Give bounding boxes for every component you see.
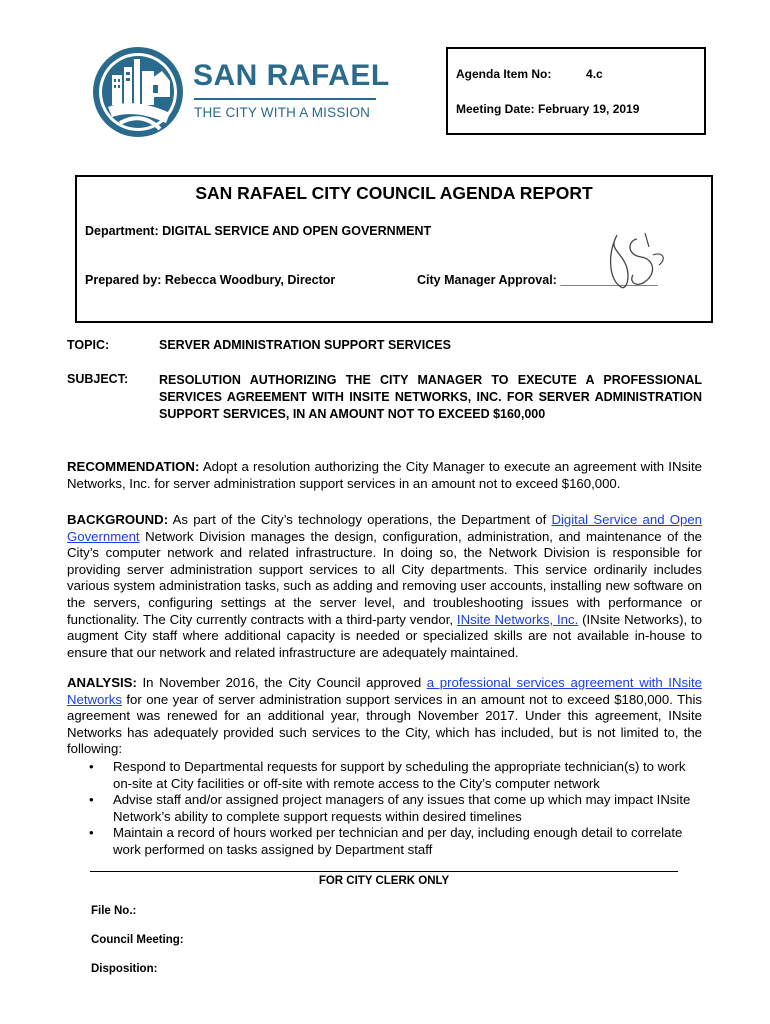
- logo-tagline: THE CITY WITH A MISSION: [194, 105, 371, 120]
- file-no-label: File No.:: [91, 905, 137, 917]
- analysis-label: ANALYSIS:: [67, 675, 137, 690]
- approval-label: City Manager Approval:: [417, 273, 557, 287]
- topic-text: SERVER ADMINISTRATION SUPPORT SERVICES: [159, 338, 451, 352]
- bullet-icon: •: [89, 759, 94, 774]
- approval-blank: ______________: [560, 273, 658, 287]
- subject-text: RESOLUTION AUTHORIZING THE CITY MANAGER TO EXECUTE A PROFESSIONAL SERVICES AGREEMENT WITH INSITE NETWORKS, INC. FOR SERVER ADMINISTRATION SUPPORT SERVICES, IN AN AMOUNT NOT TO EXCEED $160,000: [159, 373, 702, 421]
- background-text-1: As part of the City’s technology operations, the Department of: [168, 512, 552, 527]
- digital-service-link[interactable]: Digital Service and Open Government: [67, 512, 703, 544]
- bullet-text: Advise staff and/or assigned project managers of any issues that come up which may impact INsite Network’s ability to complete support requests within desired timelines: [113, 792, 691, 824]
- bullet-text: Maintain a record of hours worked per technician and per day, including enough detail to correlate work performed on tasks assigned by Department staff: [113, 825, 683, 857]
- department-line: Department: DIGITAL SERVICE AND OPEN GOVERNMENT: [85, 224, 432, 238]
- bullet-icon: •: [89, 825, 94, 841]
- disposition-label: Disposition:: [91, 963, 158, 975]
- signature-icon: [597, 225, 687, 297]
- background-label: BACKGROUND:: [67, 512, 169, 527]
- city-seal-icon: [90, 45, 188, 140]
- prepared-by-line: Prepared by: Rebecca Woodbury, Director: [85, 273, 336, 287]
- agenda-item-label: Agenda Item No:: [456, 67, 552, 81]
- analysis-text-1: In November 2016, the City Council approved: [136, 675, 427, 690]
- background-text-3: (INsite Networks), to augment City staff where additional capacity is needed or specialized skills are not available in-house to ensure that our network and related infrastructure are adequately maintained.: [67, 611, 702, 660]
- analysis-paragraph: [67, 675, 702, 758]
- clerk-divider: [90, 871, 678, 872]
- analysis-text-2: for one year of server administration support services in an amount not to exceed $180,000. This agreement was renewed for an additional year, through November 2017. Under this agreement, INsite Networks has adequately provided such services to the City, which has included, but is not limited to, the following:: [67, 691, 702, 757]
- agenda-info-box: [446, 47, 706, 135]
- subject-label: SUBJECT:: [67, 372, 129, 386]
- analysis-bullet-list: [89, 759, 703, 859]
- city-logo: [90, 45, 390, 140]
- insite-networks-link[interactable]: INsite Networks, Inc.: [456, 611, 579, 627]
- council-meeting-label: Council Meeting:: [91, 934, 184, 946]
- report-header-box: [75, 175, 713, 323]
- report-title: SAN RAFAEL CITY COUNCIL AGENDA REPORT: [195, 183, 593, 203]
- list-item: [89, 792, 703, 825]
- background-text-2: Network Division manages the design, configuration, administration, and maintenance of the City’s computer network and related infrastructure. In doing so, the Network Division is responsible for providing server administration support services to all City departments. This service ordinarily includes various system administration tasks, such as adding and removing user accounts, installing new software on the servers, configuring settings at the server level, and troubleshooting issues with performance or functionality. The City currently contracts with a third-party vendor,: [67, 528, 702, 627]
- logo-divider: [194, 98, 376, 100]
- recommendation-text: Adopt a resolution authorizing the City Manager to execute an agreement with INsite Networks, Inc. for server administration support services in an amount not to exceed $160,000.: [67, 459, 702, 491]
- list-item: [89, 759, 703, 792]
- bullet-text: Respond to Departmental requests for support by scheduling the appropriate technician(s) to work on-site at City facilities or off-site with remote access to the City’s computer network: [113, 759, 686, 791]
- agenda-item-line: [456, 67, 603, 81]
- topic-label: TOPIC:: [67, 338, 110, 352]
- list-item: [89, 825, 703, 858]
- clerk-title: FOR CITY CLERK ONLY: [318, 875, 450, 887]
- logo-title: SAN RAFAEL: [193, 59, 390, 92]
- agenda-item-value: 4.c: [586, 67, 603, 81]
- recommendation-label: RECOMMENDATION:: [67, 459, 200, 474]
- agreement-link[interactable]: a professional services agreement with INsite Networks: [67, 675, 702, 707]
- background-paragraph: [67, 512, 702, 661]
- recommendation-paragraph: [67, 459, 702, 492]
- bullet-icon: •: [89, 792, 94, 808]
- meeting-date: Meeting Date: February 19, 2019: [456, 102, 640, 116]
